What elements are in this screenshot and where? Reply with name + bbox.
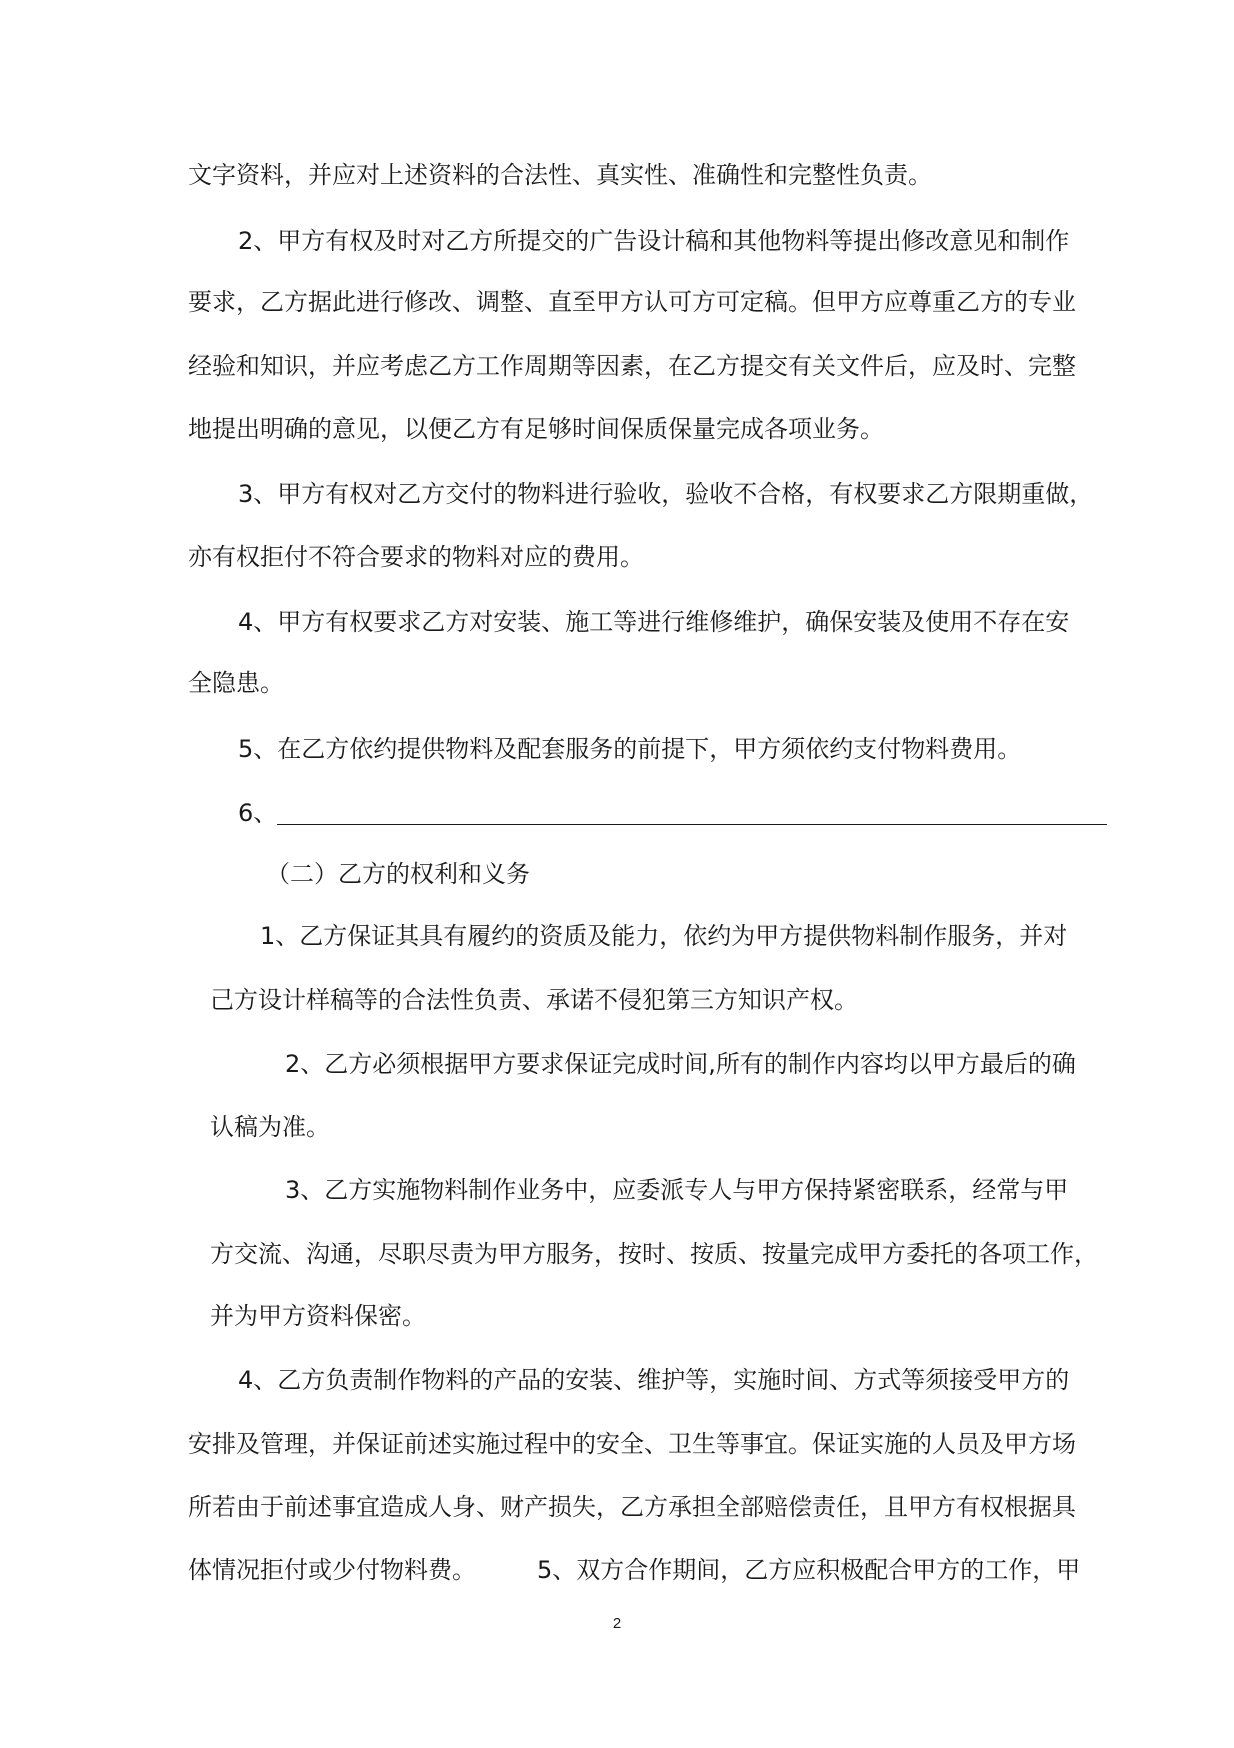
text-line: 2、乙方必须根据甲方要求保证完成时间,所有的制作内容均以甲方最后的确 bbox=[285, 1050, 1076, 1078]
text-line: 经验和知识，并应考虑乙方工作周期等因素，在乙方提交有关文件后，应及时、完整 bbox=[188, 352, 1076, 380]
blank-item bbox=[238, 798, 1107, 825]
text-line: 所若由于前述事宜造成人身、财产损失，乙方承担全部赔偿责任，且甲方有权根据具 bbox=[188, 1493, 1076, 1521]
text-line: 3、乙方实施物料制作业务中，应委派专人与甲方保持紧密联系，经常与甲 bbox=[285, 1176, 1069, 1204]
text-line: 安排及管理，并保证前述实施过程中的安全、卫生等事宜。保证实施的人员及甲方场 bbox=[188, 1430, 1076, 1458]
text-line: 4、乙方负责制作物料的产品的安装、维护等，实施时间、方式等须接受甲方的 bbox=[238, 1366, 1070, 1394]
text-line: 地提出明确的意见，以便乙方有足够时间保质保量完成各项业务。 bbox=[188, 415, 884, 443]
text-line: 亦有权拒付不符合要求的物料对应的费用。 bbox=[188, 543, 644, 571]
item-number: 6、 bbox=[238, 799, 278, 827]
text-line: 要求，乙方据此进行修改、调整、直至甲方认可方可定稿。但甲方应尊重乙方的专业 bbox=[188, 288, 1076, 316]
text-line: 3、甲方有权对乙方交付的物料进行验收，验收不合格，有权要求乙方限期重做， bbox=[238, 480, 1094, 508]
fill-in-blank bbox=[277, 798, 1107, 825]
page-number: 2 bbox=[612, 1615, 622, 1632]
text-line: 体情况拒付或少付物料费。 5、双方合作期间，乙方应积极配合甲方的工作，甲 bbox=[188, 1556, 1081, 1584]
text-line: 全隐患。 bbox=[188, 669, 284, 697]
text-line: 文字资料，并应对上述资料的合法性、真实性、准确性和完整性负责。 bbox=[188, 161, 932, 189]
text-line: 1、乙方保证其具有履约的资质及能力，依约为甲方提供物料制作服务，并对 bbox=[260, 922, 1068, 950]
text-line: 5、在乙方依约提供物料及配套服务的前提下，甲方须依约支付物料费用。 bbox=[238, 735, 1022, 763]
section-heading: （二）乙方的权利和义务 bbox=[266, 860, 530, 888]
text-line: 己方设计样稿等的合法性负责、承诺不侵犯第三方知识产权。 bbox=[210, 986, 858, 1014]
text-line: 并为甲方资料保密。 bbox=[210, 1302, 426, 1330]
text-line: 认稿为准。 bbox=[210, 1113, 330, 1141]
text-line: 2、甲方有权及时对乙方所提交的广告设计稿和其他物料等提出修改意见和制作 bbox=[238, 227, 1070, 255]
text-line: 方交流、沟通，尽职尽责为甲方服务，按时、按质、按量完成甲方委托的各项工作， bbox=[210, 1240, 1098, 1268]
text-line: 4、甲方有权要求乙方对安装、施工等进行维修维护，确保安装及使用不存在安 bbox=[238, 608, 1070, 636]
